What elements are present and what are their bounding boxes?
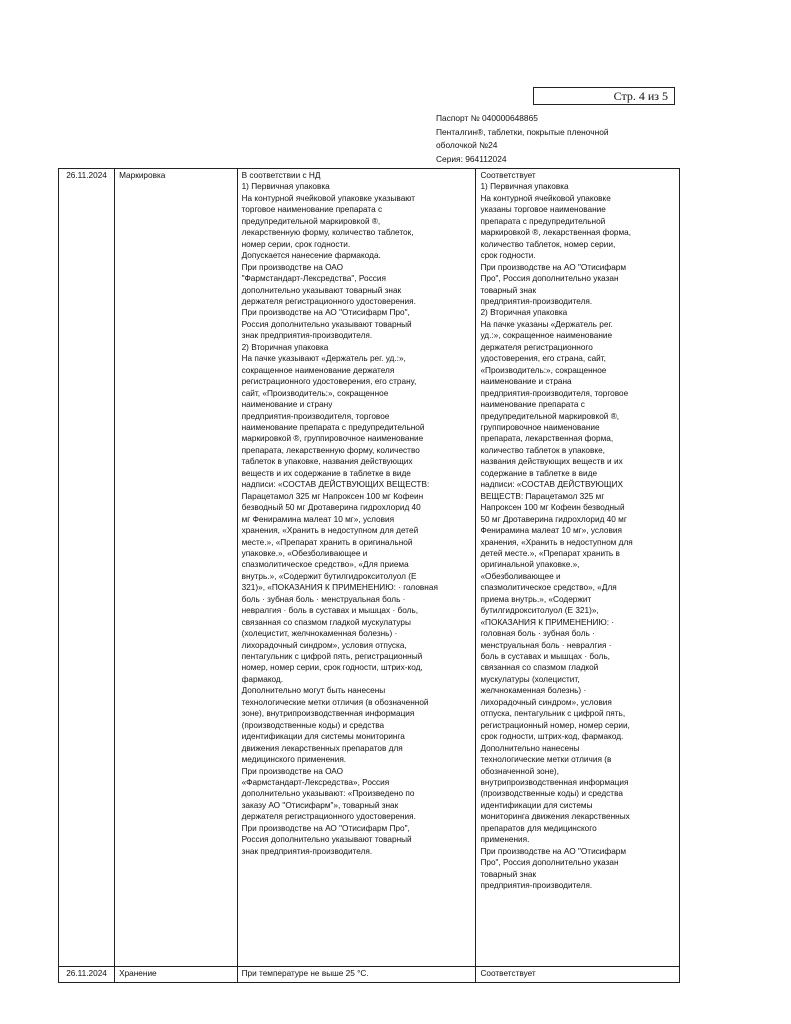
nd-text-line: 2) Вторичная упаковка — [241, 342, 329, 352]
result-text-line: Дополнительно нанесены — [480, 743, 580, 753]
result-text-line: регистрационный номер, номер серии, — [480, 720, 630, 730]
result-text-line: Про", Россия дополнительно указан — [480, 858, 619, 868]
result-text-line: содержание в таблетке в виде — [480, 468, 598, 478]
result-text-line: боль в суставах и мышцах · боль, — [480, 652, 610, 662]
row-parameter: Хранение — [115, 967, 238, 983]
result-text-line: головная боль · зубная боль · — [480, 629, 595, 639]
result-text-line: технологические метки отличия (в — [480, 755, 612, 765]
row-date: 26.11.2024 — [59, 169, 115, 967]
page-number: Стр. 4 из 5 — [613, 89, 668, 103]
result-text-line: связанная со спазмом гладкой — [480, 663, 599, 673]
nd-text-line: движения лекарственных препаратов для — [241, 743, 403, 753]
nd-text-line: препарата, лекарственную форму, количество — [241, 445, 420, 455]
nd-text-line: держателя регистрационного удостоверения. — [241, 812, 416, 822]
nd-text-line: Россия дополнительно указывают товарный — [241, 319, 412, 329]
result-text-line: указаны торговое наименование — [480, 205, 606, 215]
result-text-line: идентификации для системы — [480, 800, 593, 810]
result-text-line: лихорадочный синдром», условия — [480, 697, 612, 707]
nd-text-line: таблеток в упаковке, названия действующих — [241, 457, 413, 467]
nd-text-line: невралгия · боль в суставах и мышцах · боль, — [241, 606, 419, 616]
passport-header — [436, 112, 636, 166]
nd-text-line: При производстве на ОАО — [241, 766, 344, 776]
result-text-line: группировочное наименование — [480, 422, 600, 432]
result-text-line: мускулатуры (холецистит, — [480, 674, 580, 684]
result-text-line: срок годности, штрих-код, фармакод. — [480, 732, 624, 742]
result-text-line: Фенирамина малеат 10 мг», условия — [480, 526, 622, 536]
nd-text-line: спазмолитическое средство», «Для приема — [241, 560, 409, 570]
nd-text-line: Допускается нанесение фармакода. — [241, 251, 381, 261]
nd-text-line: наименование препарата с предупредительной — [241, 422, 425, 432]
table-row — [59, 169, 680, 967]
nd-text-line: сайт, «Производитель:», сокращенное — [241, 388, 389, 398]
nd-text-line: номер серии, срок годности. — [241, 239, 351, 249]
nd-text-line: мг Фенирамина малеат 10 мг», условия — [241, 514, 395, 524]
result-text-line: «Производитель:», сокращенное — [480, 365, 607, 375]
result-text-line: желчнокаменная болезнь) · — [480, 686, 587, 696]
nd-text-line: маркировкой ®, группировочное наименование — [241, 434, 424, 444]
nd-text-line: упаковке.», «Обезболивающее и — [241, 548, 368, 558]
nd-text-line: фармакод. — [241, 674, 284, 684]
result-text-line: менструальная боль · невралгия · — [480, 640, 612, 650]
result-text-line: Про", Россия дополнительно указан — [480, 274, 619, 284]
result-text-line: 50 мг Дротаверина гидрохлорид 40 мг — [480, 514, 627, 524]
result-text-line: наименование и страна — [480, 377, 572, 387]
nd-text-line: знак предприятия-производителя. — [241, 846, 373, 856]
result-text-line: срок годности. — [480, 251, 536, 261]
result-text-line: Соответствует — [480, 171, 536, 180]
nd-text-line: наименование и страну — [241, 400, 333, 410]
result-text-line: бутилгидрокситолуол (Е 321)», — [480, 606, 599, 616]
series-number: Серия: 964112024 — [436, 153, 507, 164]
nd-text-line: На контурной ячейковой упаковке указывают — [241, 193, 416, 203]
result-text-line: уд.:», сокращенное наименование — [480, 331, 613, 341]
result-text-line: хранения, «Хранить в недоступном для — [480, 537, 633, 547]
nd-text-line: 321)», «ПОКАЗАНИЯ К ПРИМЕНЕНИЮ: · головная — [241, 583, 438, 593]
nd-text-line: зоне), внутрипроизводственная информация — [241, 709, 415, 719]
nd-text-line: Дополнительно могут быть нанесены — [241, 686, 386, 696]
result-text-line: надписи: «СОСТАВ ДЕЙСТВУЮЩИХ — [480, 480, 624, 490]
result-text-line: 2) Вторичная упаковка — [480, 308, 568, 318]
nd-text-line: месте.», «Препарат хранить в оригинальной — [241, 537, 413, 547]
result-cell — [476, 169, 680, 967]
nd-text-line: предупредительной маркировкой ®, — [241, 216, 381, 226]
nd-text-line: При производстве на АО "Отисифарм Про", — [241, 823, 410, 833]
nd-text-line: "Фармстандарт-Лексредства", Россия — [241, 274, 386, 284]
test-results-table — [58, 168, 680, 983]
nd-text-line: веществ и их содержание в таблетке в виде — [241, 468, 411, 478]
result-text-line: количество таблеток в упаковке, — [480, 445, 605, 455]
nd-text-line: сокращенное наименование держателя — [241, 365, 395, 375]
product-name-line2: оболочкой №24 — [436, 140, 498, 150]
result-text-line: названия действующих веществ и их — [480, 457, 623, 467]
result-text-line: 1) Первичная упаковка — [480, 182, 569, 192]
row-date: 26.11.2024 — [59, 967, 115, 983]
nd-text-line: При производстве на ОАО — [241, 262, 344, 272]
result-text-line: препарата, лекарственная форма, — [480, 434, 614, 444]
nd-text-line: торговое наименование препарата с — [241, 205, 383, 215]
nd-text-line: дополнительно указывают товарный знак — [241, 285, 402, 295]
result-text-line: оригинальной упаковке.», — [480, 560, 580, 570]
nd-text-line: знак предприятия-производителя. — [241, 331, 373, 341]
nd-text-line: При производстве на АО "Отисифарм Про", — [241, 308, 410, 318]
result-text-line: предупредительной маркировкой ®, — [480, 411, 620, 421]
nd-text-line: технологические метки отличия (в обозначенной — [241, 697, 429, 707]
nd-text-line: В соответствии с НД — [241, 171, 321, 180]
nd-text-line: надписи: «СОСТАВ ДЕЙСТВУЮЩИХ ВЕЩЕСТВ: — [241, 480, 430, 490]
result-text-line: внутрипроизводственная информация — [480, 778, 629, 788]
nd-text-line: Россия дополнительно указывают товарный — [241, 835, 412, 845]
nd-text-line: регистрационного удостоверения, его страну, — [241, 377, 417, 387]
result-text-line: наименование препарата с — [480, 400, 585, 410]
result-text-line: Напроксен 100 мг Кофеин безводный — [480, 503, 625, 513]
nd-text-line: заказу АО "Отисифарм"», товарный знак — [241, 800, 399, 810]
nd-text-line: хранения, «Хранить в недоступном для детей — [241, 526, 419, 536]
nd-text-line: предприятия-производителя, торговое — [241, 411, 390, 421]
result-text-line: (производственные коды) и средства — [480, 789, 623, 799]
result-text-line: применения. — [480, 835, 530, 845]
nd-text-line: 1) Первичная упаковка — [241, 182, 330, 192]
table-row — [59, 967, 680, 983]
result-text-line: отпуска, пентагульник с цифрой пять, — [480, 709, 626, 719]
row-parameter: Маркировка — [115, 169, 238, 967]
nd-text-line: медицинского применения. — [241, 755, 347, 765]
result-text-line: детей месте.», «Препарат хранить в — [480, 548, 620, 558]
result-text-line: При производстве на АО "Отисифарм — [480, 262, 627, 272]
result-text-line: препаратов для медицинского — [480, 823, 597, 833]
result-text-line: держателя регистрационного — [480, 342, 593, 352]
nd-text-line: (холецистит, желчнокаменная болезнь) · — [241, 629, 398, 639]
passport-number: Паспорт № 040000648865 — [436, 113, 538, 123]
result-text-line: ВЕЩЕСТВ: Парацетамол 325 мг — [480, 491, 605, 501]
result-text-line: удостоверения, его страна, сайт, — [480, 354, 606, 364]
result-text-line: маркировкой ®, лекарственная форма, — [480, 228, 632, 238]
nd-requirement-cell: При температуре не выше 25 °С. — [237, 967, 476, 983]
result-text-line: предприятия-производителя. — [480, 881, 593, 891]
result-text-line: товарный знак — [480, 869, 537, 879]
result-text-line: товарный знак — [480, 285, 537, 295]
nd-text-line: связанная со спазмом гладкой мускулатуры — [241, 617, 411, 627]
result-text-line: «Обезболивающее и — [480, 571, 561, 581]
result-cell: Соответствует — [476, 967, 680, 983]
nd-text-line: пентагульник с цифрой пять, регистрационный — [241, 652, 423, 662]
result-text-line: мониторинга движения лекарственных — [480, 812, 630, 822]
result-text-line: На пачке указаны «Держатель рег. — [480, 319, 613, 329]
nd-text-line: лихорадочный синдром», условия отпуска, — [241, 640, 407, 650]
nd-text-line: дополнительно указывают: «Произведено по — [241, 789, 415, 799]
result-text-line: приема внутрь.», «Содержит — [480, 594, 592, 604]
nd-text-line: держателя регистрационного удостоверения. — [241, 296, 416, 306]
result-text-line: «ПОКАЗАНИЯ К ПРИМЕНЕНИЮ: · — [480, 617, 615, 627]
product-name-line1: Пенталгин®, таблетки, покрытые пленочной — [436, 126, 609, 137]
nd-text-line: номер, номер серии, срок годности, штрих-код, — [241, 663, 423, 673]
nd-requirement-cell — [237, 169, 476, 967]
nd-text-line: «Фармстандарт-Лексредства», Россия — [241, 778, 390, 788]
nd-text-line: внутрь.», «Содержит бутилгидрокситолуол (Е — [241, 571, 417, 581]
result-text-line: обозначенной зоне), — [480, 766, 559, 776]
result-text-line: При производстве на АО "Отисифарм — [480, 846, 627, 856]
nd-text-line: безводный 50 мг Дротаверина гидрохлорид 40 — [241, 503, 421, 513]
nd-text-line: идентификации для системы мониторинга — [241, 732, 405, 742]
nd-text-line: лекарственную форму, количество таблеток, — [241, 228, 414, 238]
nd-text-line: Парацетамол 325 мг Напроксен 100 мг Кофеин — [241, 491, 424, 501]
result-text-line: предприятия-производителя. — [480, 296, 593, 306]
result-text-line: На контурной ячейковой упаковке — [480, 193, 611, 203]
result-text-line: препарата с предупредительной — [480, 216, 606, 226]
result-text-line: количество таблеток, номер серии, — [480, 239, 616, 249]
page-number-box — [533, 87, 675, 105]
result-text-line: спазмолитическое средство», «Для — [480, 583, 617, 593]
nd-text-line: На пачке указывают «Держатель рег. уд.:», — [241, 354, 406, 364]
nd-text-line: (производственные коды) и средства — [241, 720, 385, 730]
result-text-line: предприятия-производителя, торговое — [480, 388, 629, 398]
nd-text-line: боль · зубная боль · менструальная боль · — [241, 594, 406, 604]
